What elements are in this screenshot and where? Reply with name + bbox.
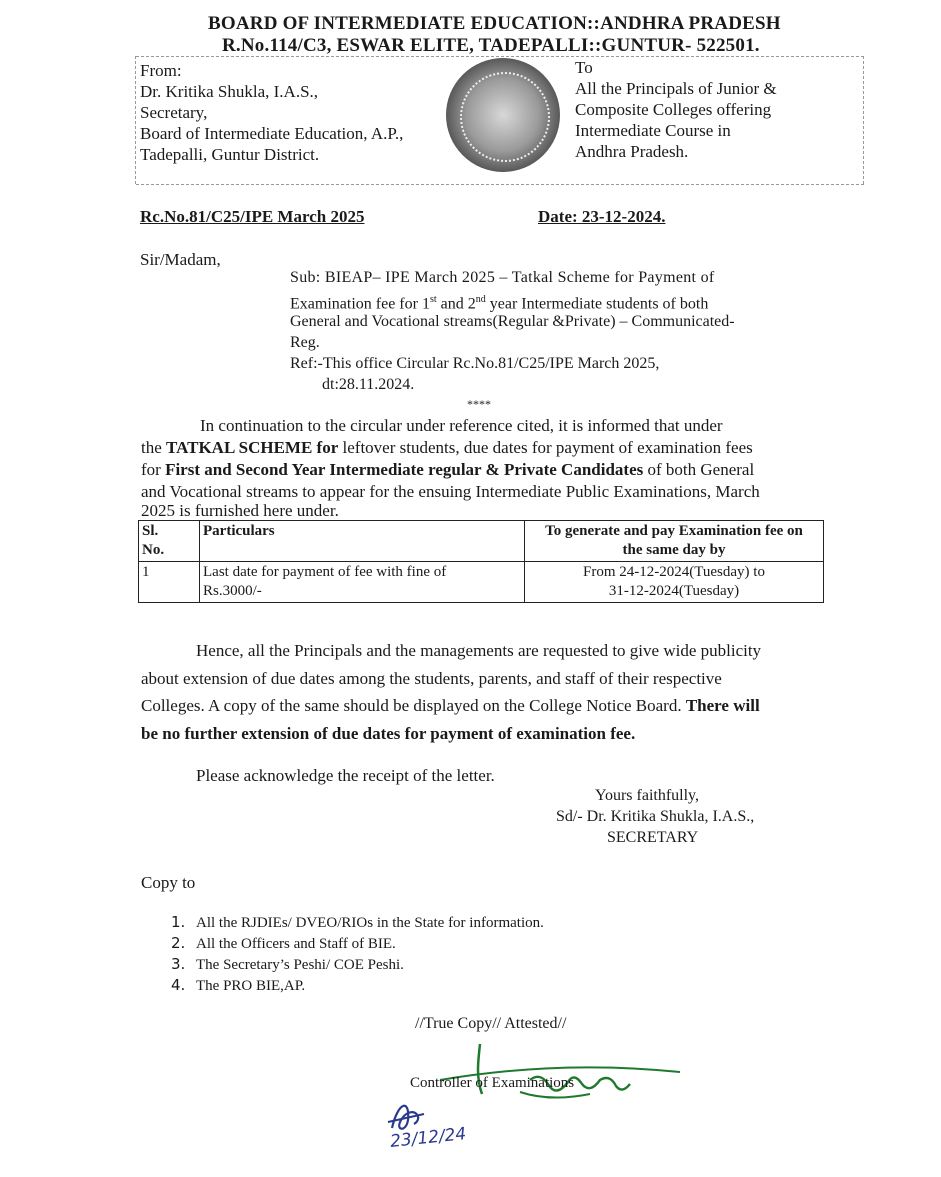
body1-line-2 (141, 437, 753, 459)
body1-line-3 (141, 459, 754, 481)
subject-text-a: Examination fee for 1 (290, 295, 430, 313)
subject-line-4: Reg. (290, 334, 320, 351)
copy-to-item-4 (171, 976, 305, 995)
body2-line-1: Hence, all the Principals and the managements are requested to give wide publicity (196, 641, 762, 660)
copy-to-text-4: The PRO BIE,AP. (196, 978, 306, 994)
copy-to-num-2: 2. (171, 934, 186, 952)
table-header-row (139, 521, 824, 562)
frame-right-line (863, 56, 864, 184)
candidates-bold-text: First and Second Year Intermediate regular & Private Candidates (165, 460, 644, 479)
header-particulars: Particulars (200, 521, 525, 562)
header-sl: Sl. (142, 523, 159, 539)
copy-to-text-3: The Secretary’s Peshi/ COE Peshi. (196, 957, 404, 973)
subject-sup-st: st (429, 294, 437, 305)
body1-line-3-rest: of both General (643, 460, 755, 479)
body2-line-4: be no further extension of due dates for payment of examination fee. (141, 724, 636, 743)
handwritten-date: 23/12/24 (389, 1124, 468, 1152)
subject-text-b: and 2 (436, 295, 476, 313)
controller-of-examinations: Controller of Examinations (410, 1075, 575, 1091)
to-line-4: Andhra Pradesh. (575, 142, 689, 161)
body1-for: for (312, 438, 339, 457)
copy-to-text-2: All the Officers and Staff of BIE. (196, 936, 396, 952)
from-designation: Secretary, (140, 103, 208, 122)
body1-line-1: In continuation to the circular under reference cited, it is informed that under (200, 416, 723, 435)
subject-sup-nd: nd (475, 294, 486, 305)
row1-particulars-line-2: Rs.3000/- (203, 583, 262, 599)
closing-designation: SECRETARY (607, 829, 699, 846)
copy-to-item-1 (171, 913, 544, 932)
frame-bottom-line (136, 184, 864, 185)
closing-yours-faithfully: Yours faithfully, (595, 787, 700, 804)
from-location: Tadepalli, Guntur District. (140, 145, 320, 164)
copy-to-item-2 (171, 934, 396, 953)
row1-particulars (200, 562, 525, 603)
copy-to-num-1: 1. (171, 913, 186, 931)
reference-line-2: dt:28.11.2024. (322, 376, 415, 393)
frame-top-line (136, 56, 864, 57)
reference-line-1: Ref:-This office Circular Rc.No.81/C25/IPE March 2025, (290, 355, 660, 372)
subject-line-3: General and Vocational streams(Regular &Private) – Communicated- (290, 313, 735, 330)
salutation: Sir/Madam, (140, 250, 221, 269)
board-address: R.No.114/C3, ESWAR ELITE, TADEPALLI::GUNTUR- 522501. (222, 35, 760, 56)
copy-to-num-4: 4. (171, 976, 186, 994)
body1-the: the (141, 438, 167, 457)
body1-line-2-rest: leftover students, due dates for payment of examination fees (338, 438, 753, 457)
closing-signatory: Sd/- Dr. Kritika Shukla, I.A.S., (556, 808, 755, 825)
row1-sl: 1 (139, 562, 200, 603)
table-row (139, 562, 824, 603)
body1-line-5: 2025 is furnished here under. (141, 501, 339, 520)
separator-stars: **** (467, 397, 491, 411)
to-label: To (575, 58, 593, 77)
copy-to-label: Copy to (141, 873, 196, 892)
subject-line-1: Sub: BIEAP– IPE March 2025 – Tatkal Scheme for Payment of (290, 269, 715, 286)
frame-left-line (135, 56, 136, 184)
header-generate-pay (525, 521, 824, 562)
body2-line-3-text: Colleges. A copy of the same should be displayed on the College Notice Board. (141, 696, 686, 715)
body2-line-2: about extension of due dates among the students, parents, and staff of their respective (141, 669, 722, 688)
from-name: Dr. Kritika Shukla, I.A.S., (140, 82, 319, 101)
body1-line-4: and Vocational streams to appear for the ensuing Intermediate Public Examinations, March (141, 482, 760, 501)
there-will-bold: There will (685, 696, 760, 715)
acknowledge-request: Please acknowledge the receipt of the letter. (196, 766, 495, 785)
from-label: From: (140, 61, 182, 80)
row1-dates (525, 562, 824, 603)
copy-to-item-3 (171, 955, 404, 974)
tatkal-scheme-text: TATKAL SCHEME (166, 438, 313, 457)
fee-schedule-table (138, 520, 824, 603)
board-seal-image (446, 58, 560, 172)
header-sl-no (139, 521, 200, 562)
copy-to-num-3: 3. (171, 955, 186, 973)
reference-number: Rc.No.81/C25/IPE March 2025 (140, 207, 365, 226)
from-office: Board of Intermediate Education, A.P., (140, 124, 404, 143)
to-line-2: Composite Colleges offering (575, 100, 772, 119)
header-generate-line-1: To generate and pay Examination fee on (545, 523, 803, 539)
subject-line-2 (290, 290, 708, 314)
row1-particulars-line-1: Last date for payment of fee with fine of (203, 564, 447, 580)
letter-date: Date: 23-12-2024. (538, 207, 666, 226)
to-line-1: All the Principals of Junior & (575, 79, 777, 98)
subject-text-c: year Intermediate students of both (485, 295, 709, 313)
row1-dates-line-1: From 24-12-2024(Tuesday) to (583, 564, 765, 580)
board-title: BOARD OF INTERMEDIATE EDUCATION::ANDHRA PRADESH (208, 13, 781, 34)
true-copy-attested: //True Copy// Attested// (415, 1015, 567, 1032)
copy-to-text-1: All the RJDIEs/ DVEO/RIOs in the State for information. (196, 915, 544, 931)
header-generate-line-2: the same day by (622, 542, 726, 558)
body1-for2: for (141, 460, 166, 479)
header-no: No. (142, 542, 165, 558)
body2-line-3 (141, 693, 760, 719)
to-line-3: Intermediate Course in (575, 121, 731, 140)
row1-dates-line-2: 31-12-2024(Tuesday) (608, 583, 740, 599)
